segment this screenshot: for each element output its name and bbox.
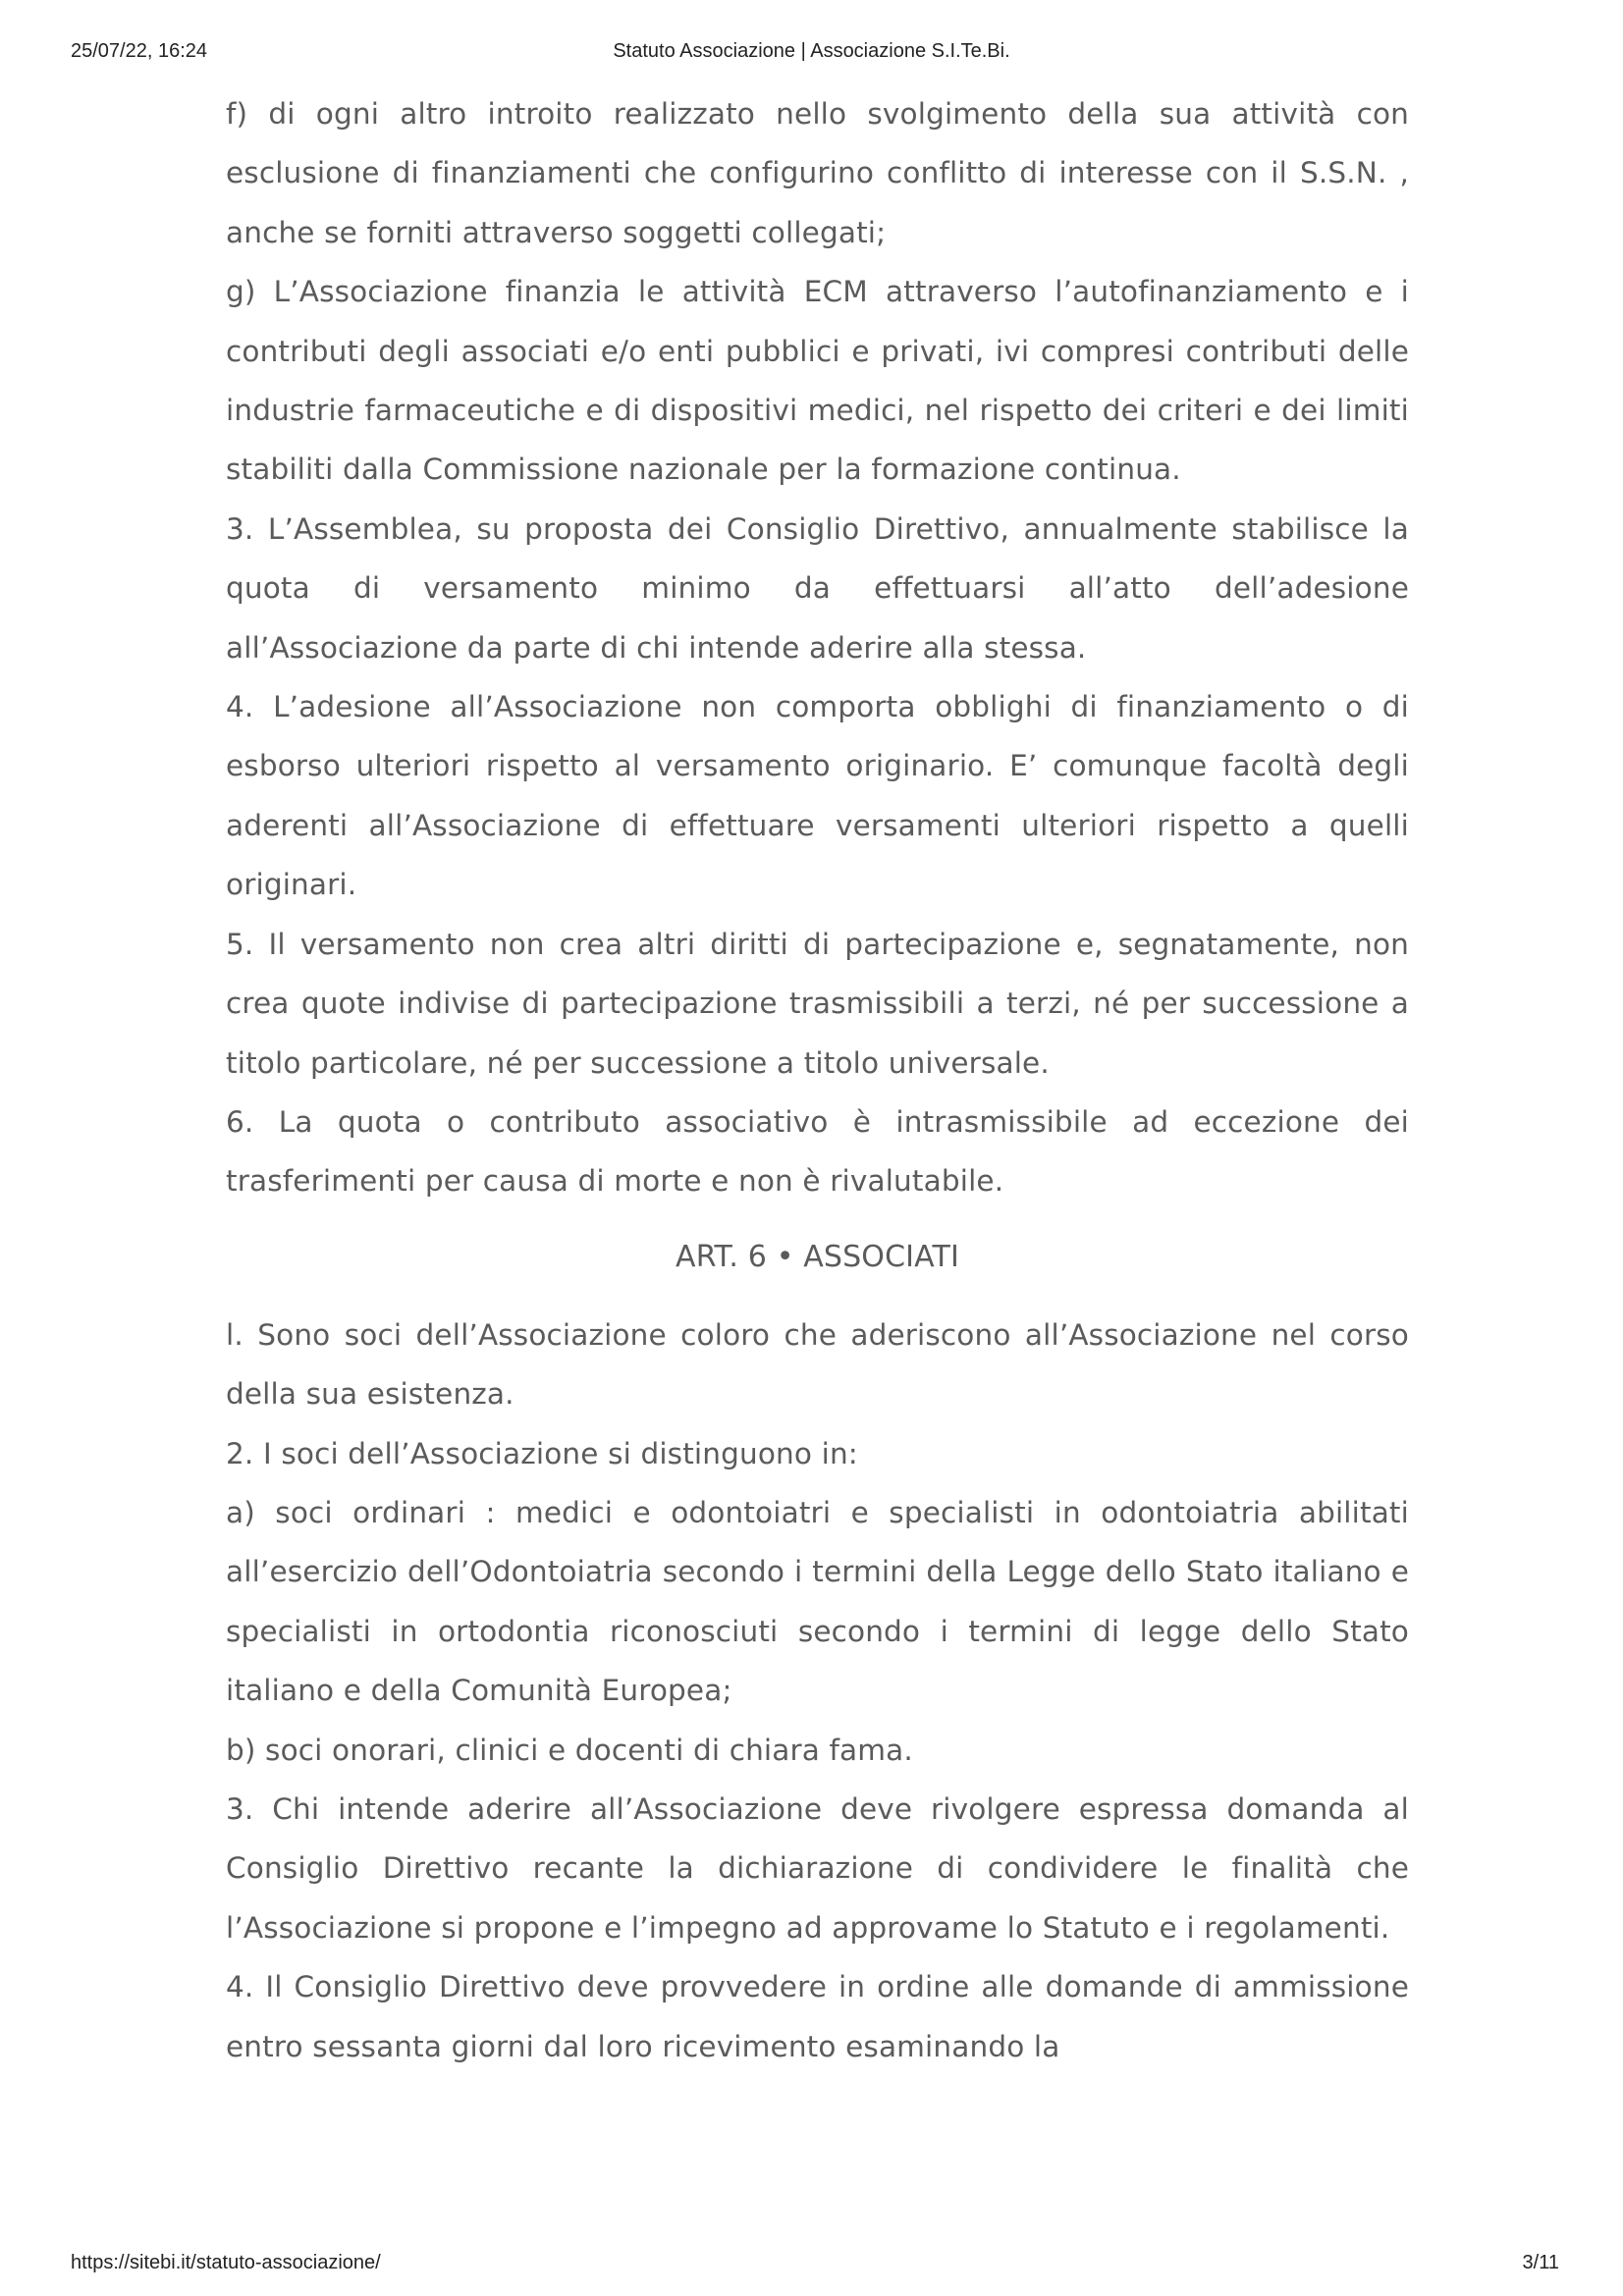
print-footer [0, 2251, 1623, 2274]
print-header [0, 39, 1623, 63]
article-heading: ART. 6 • ASSOCIATI [676, 1239, 959, 1274]
paragraph-4: 4. L’adesione all’Associazione non comporta obblighi di finanziamento o di esborso ulteriori rispetto al versamento originario. E’ comunque facoltà degli aderenti all’Associazione di effettuare versamenti ulteriori rispetto a quelli originari. [226, 690, 1409, 902]
page-url[interactable]: https://sitebi.it/statuto-associazione/ [71, 2252, 381, 2273]
art6-paragraph-1: l. Sono soci dell’Associazione coloro che aderiscono all’Associazione nel corso della sua esistenza. [226, 1317, 1409, 1412]
paragraph-5: 5. Il versamento non crea altri diritti di partecipazione e, segnatamente, non crea quote indivise di partecipazione trasmissibili a terzi, né per successione a titolo particolare, né per successione a titolo universale. [226, 927, 1409, 1080]
art6-paragraph-2: 2. I soci dell’Associazione si distinguono in: [226, 1436, 858, 1470]
page-title: Statuto Associazione | Associazione S.I.Te.Bi. [613, 40, 1010, 62]
page-number: 3/11 [1522, 2252, 1559, 2273]
paragraph-f: f) di ogni altro introito realizzato nello svolgimento della sua attività con esclusione di finanziamenti che configurino conflitto di interesse con il S.S.N. , anche se forniti attraverso soggetti collegati; [226, 97, 1409, 249]
print-datetime: 25/07/22, 16:24 [71, 40, 208, 62]
art6-paragraph-4: 4. Il Consiglio Direttivo deve provvedere in ordine alle domande di ammissione entro sessanta giorni dal loro ricevimento esaminando la [226, 1970, 1409, 2063]
paragraph-3: 3. L’Assemblea, su proposta dei Consiglio Direttivo, annualmente stabilisce la quota di versamento minimo da effettuarsi all’atto dell’adesione all’Associazione da parte di chi intende aderire alla stessa. [226, 511, 1409, 665]
paragraph-6: 6. La quota o contributo associativo è intrasmissibile ad eccezione dei trasferimenti per causa di morte e non è rivalutabile. [226, 1104, 1409, 1199]
art6-paragraph-b: b) soci onorari, clinici e docenti di chiara fama. [226, 1733, 913, 1767]
art6-paragraph-a: a) soci ordinari : medici e odontoiatri e specialisti in odontoiatria abilitati all’esercizio dell’Odontoiatria secondo i termini della Legge dello Stato italiano e specialisti in ortodontia riconosciuti secondo i termini di legge dello Stato italiano e della Comunità Europea; [226, 1495, 1409, 1708]
paragraph-g: g) L’Associazione finanzia le attività ECM attraverso l’autofinanziamento e i contributi degli associati e/o enti pubblici e privati, ivi compresi contributi delle industrie farmaceutiche e di dispositivi medici, nel rispetto dei criteri e dei limiti stabiliti dalla Commissione nazionale per la formazione continua. [226, 275, 1409, 487]
document-body [226, 84, 1409, 2076]
art6-paragraph-3: 3. Chi intende aderire all’Associazione deve rivolgere espressa domanda al Consiglio Direttivo recante la dichiarazione di condividere le finalità che l’Associazione si propone e l’impegno ad approvame lo Statuto e i regolamenti. [226, 1791, 1409, 1945]
